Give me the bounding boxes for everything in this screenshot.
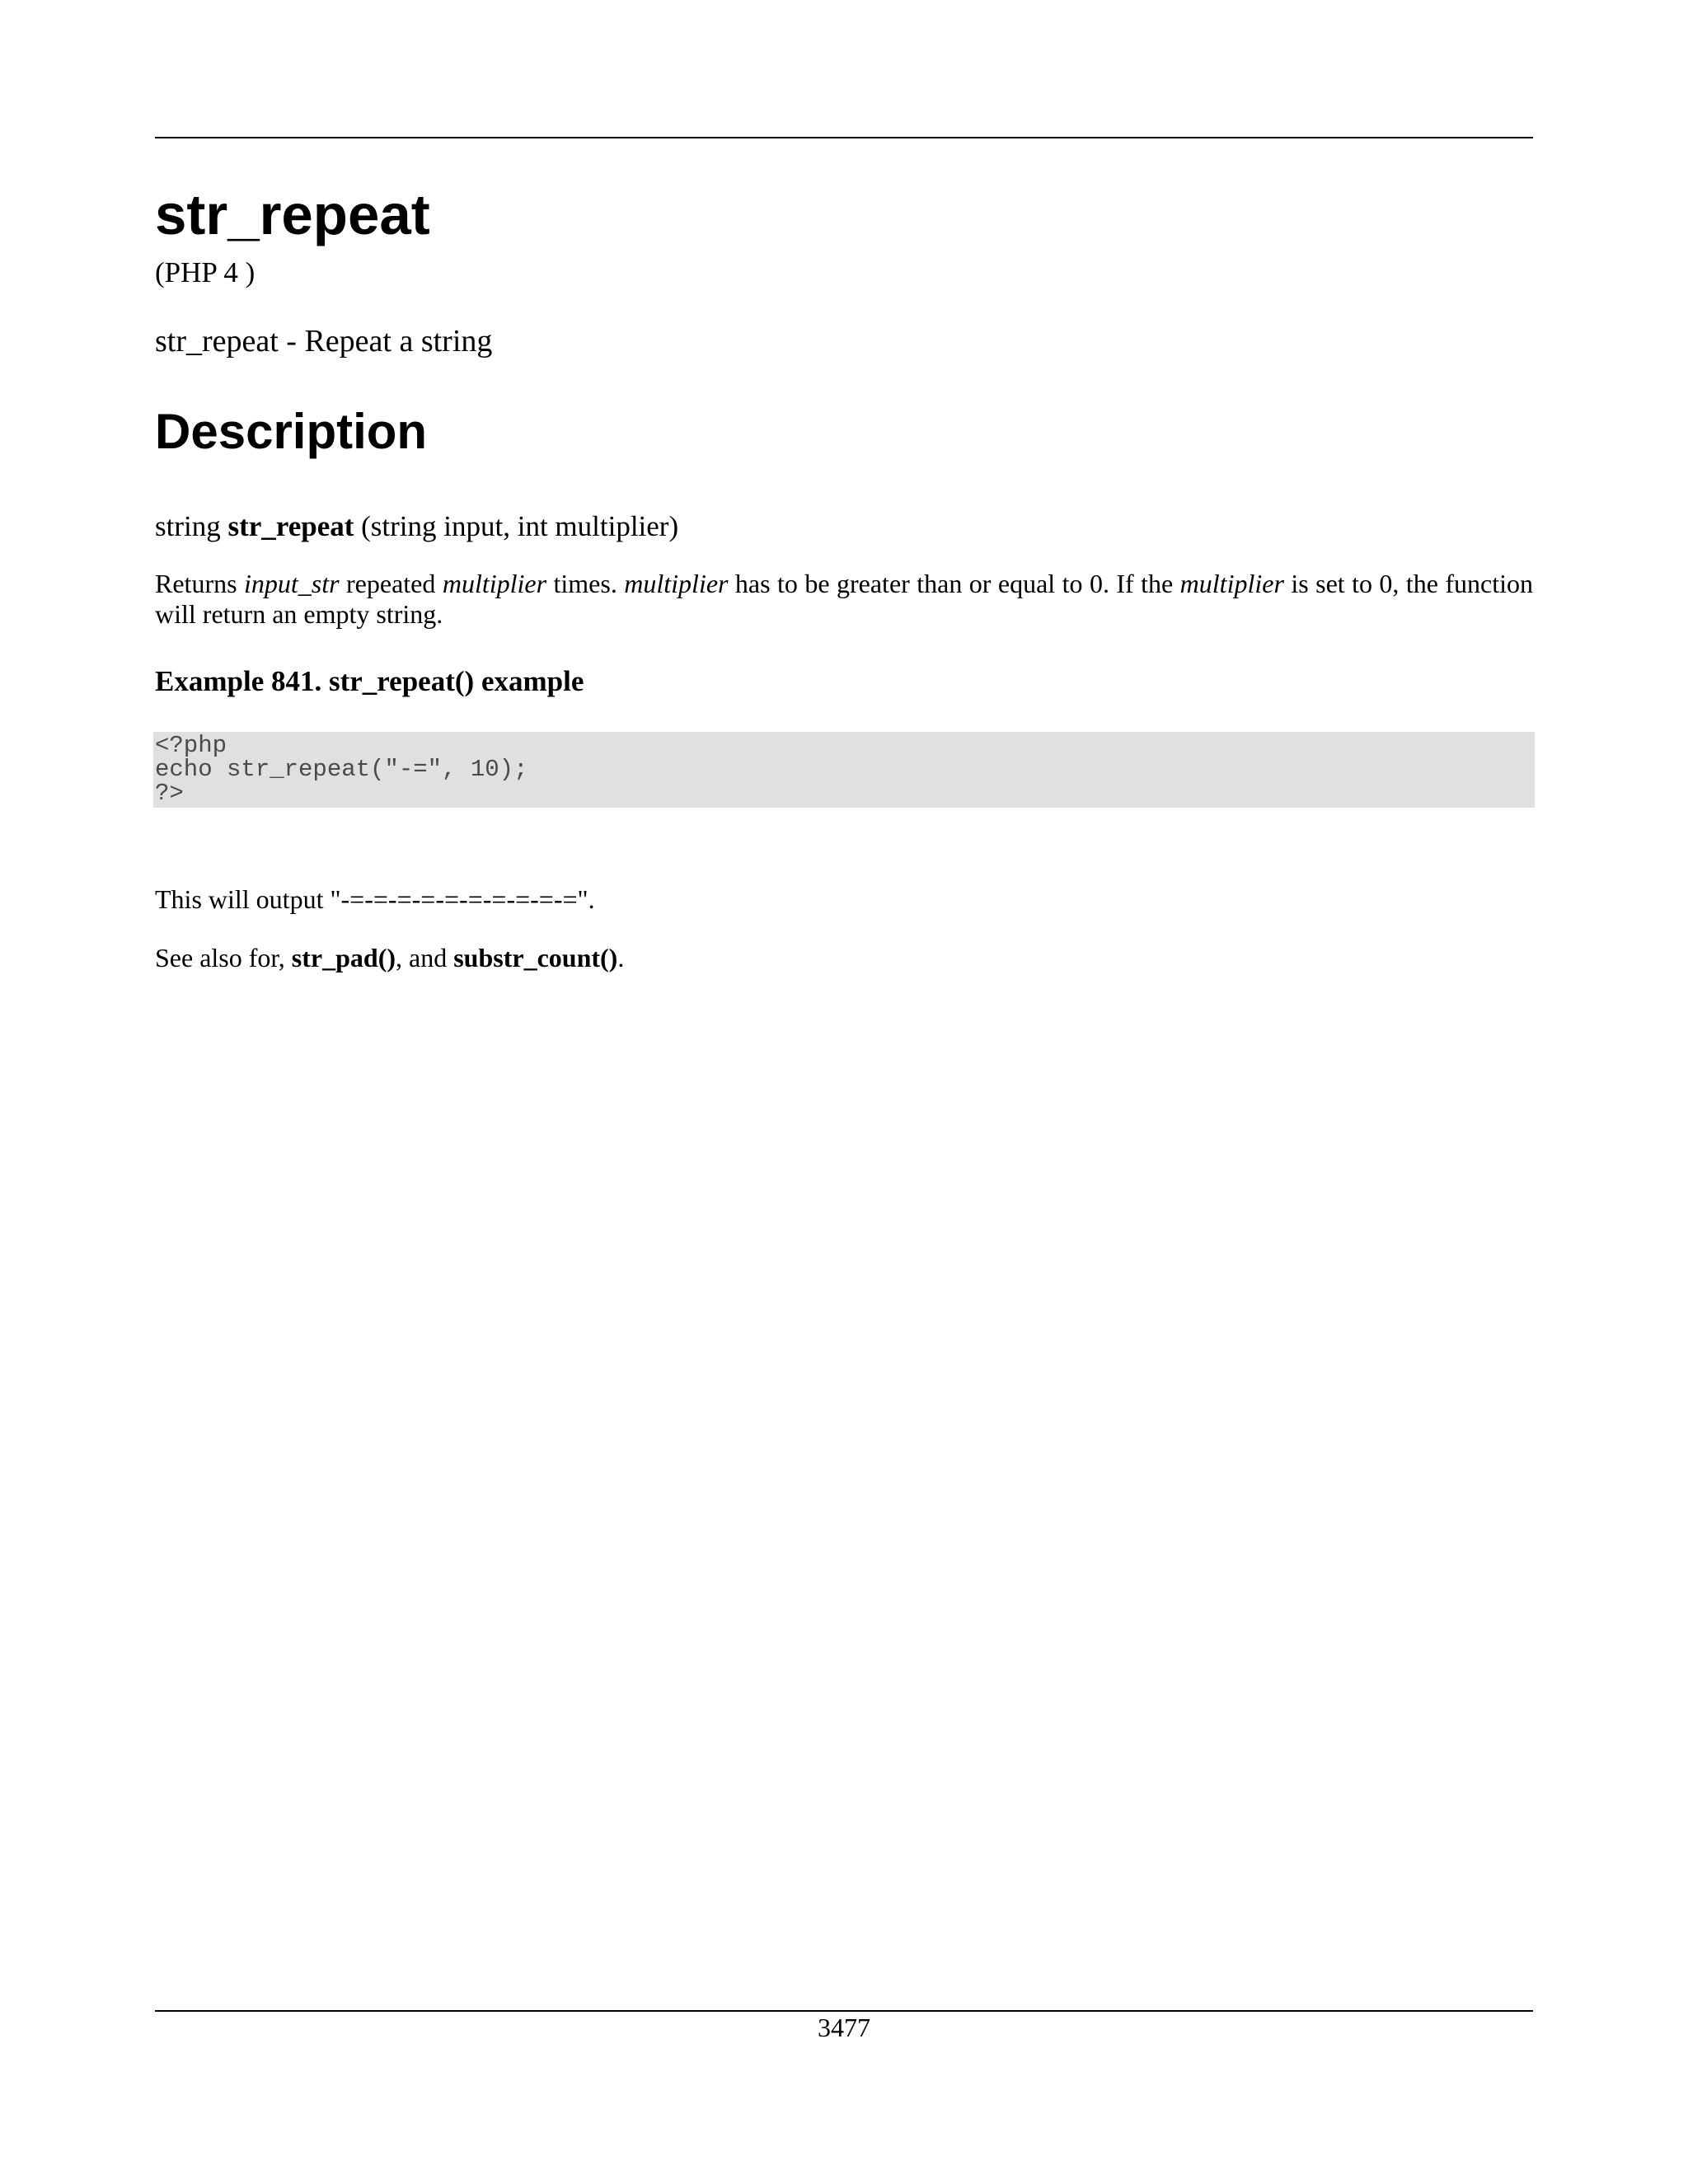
see-also-prefix: See also for, — [155, 943, 292, 972]
output-description: This will output "-=-=-=-=-=-=-=-=-=-=". — [155, 884, 595, 914]
header-rule — [155, 137, 1533, 138]
code-line: <?php — [155, 732, 227, 759]
page-number: 3477 — [818, 2013, 870, 2042]
function-signature — [155, 509, 678, 544]
signature-function-name: str_repeat — [227, 510, 354, 542]
code-example — [153, 732, 1535, 808]
param-input-str: input_str — [244, 569, 340, 598]
see-also — [155, 942, 624, 973]
returns-text-1: Returns — [155, 569, 244, 598]
see-also-link-substr-count[interactable]: substr_count() — [453, 943, 618, 972]
param-multiplier: multiplier — [1179, 569, 1284, 598]
returns-text-5: is set to 0, the function will return an empty string. — [155, 569, 1534, 629]
example-title: Example 841. str_repeat() example — [155, 665, 584, 697]
see-also-suffix: . — [617, 943, 625, 972]
returns-text-3: times. — [546, 569, 625, 598]
function-purpose: str_repeat - Repeat a string — [155, 324, 493, 359]
see-also-link-str-pad[interactable]: str_pad() — [291, 943, 396, 972]
function-title: str_repeat — [155, 183, 430, 246]
version-note: (PHP 4 ) — [155, 256, 256, 288]
returns-paragraph — [155, 569, 1533, 630]
returns-text-2: repeated — [339, 569, 443, 598]
signature-params: (string input, int multiplier) — [361, 510, 679, 542]
section-title-description: Description — [155, 404, 428, 459]
returns-text-4: has to be greater than or equal to 0. If the — [728, 569, 1180, 598]
code-line: echo str_repeat("-=", 10); — [155, 756, 528, 783]
see-also-middle: , and — [396, 943, 454, 972]
param-multiplier: multiplier — [624, 569, 729, 598]
param-multiplier: multiplier — [442, 569, 547, 598]
code-line: ?> — [155, 780, 184, 807]
signature-return-type: string — [155, 510, 221, 542]
